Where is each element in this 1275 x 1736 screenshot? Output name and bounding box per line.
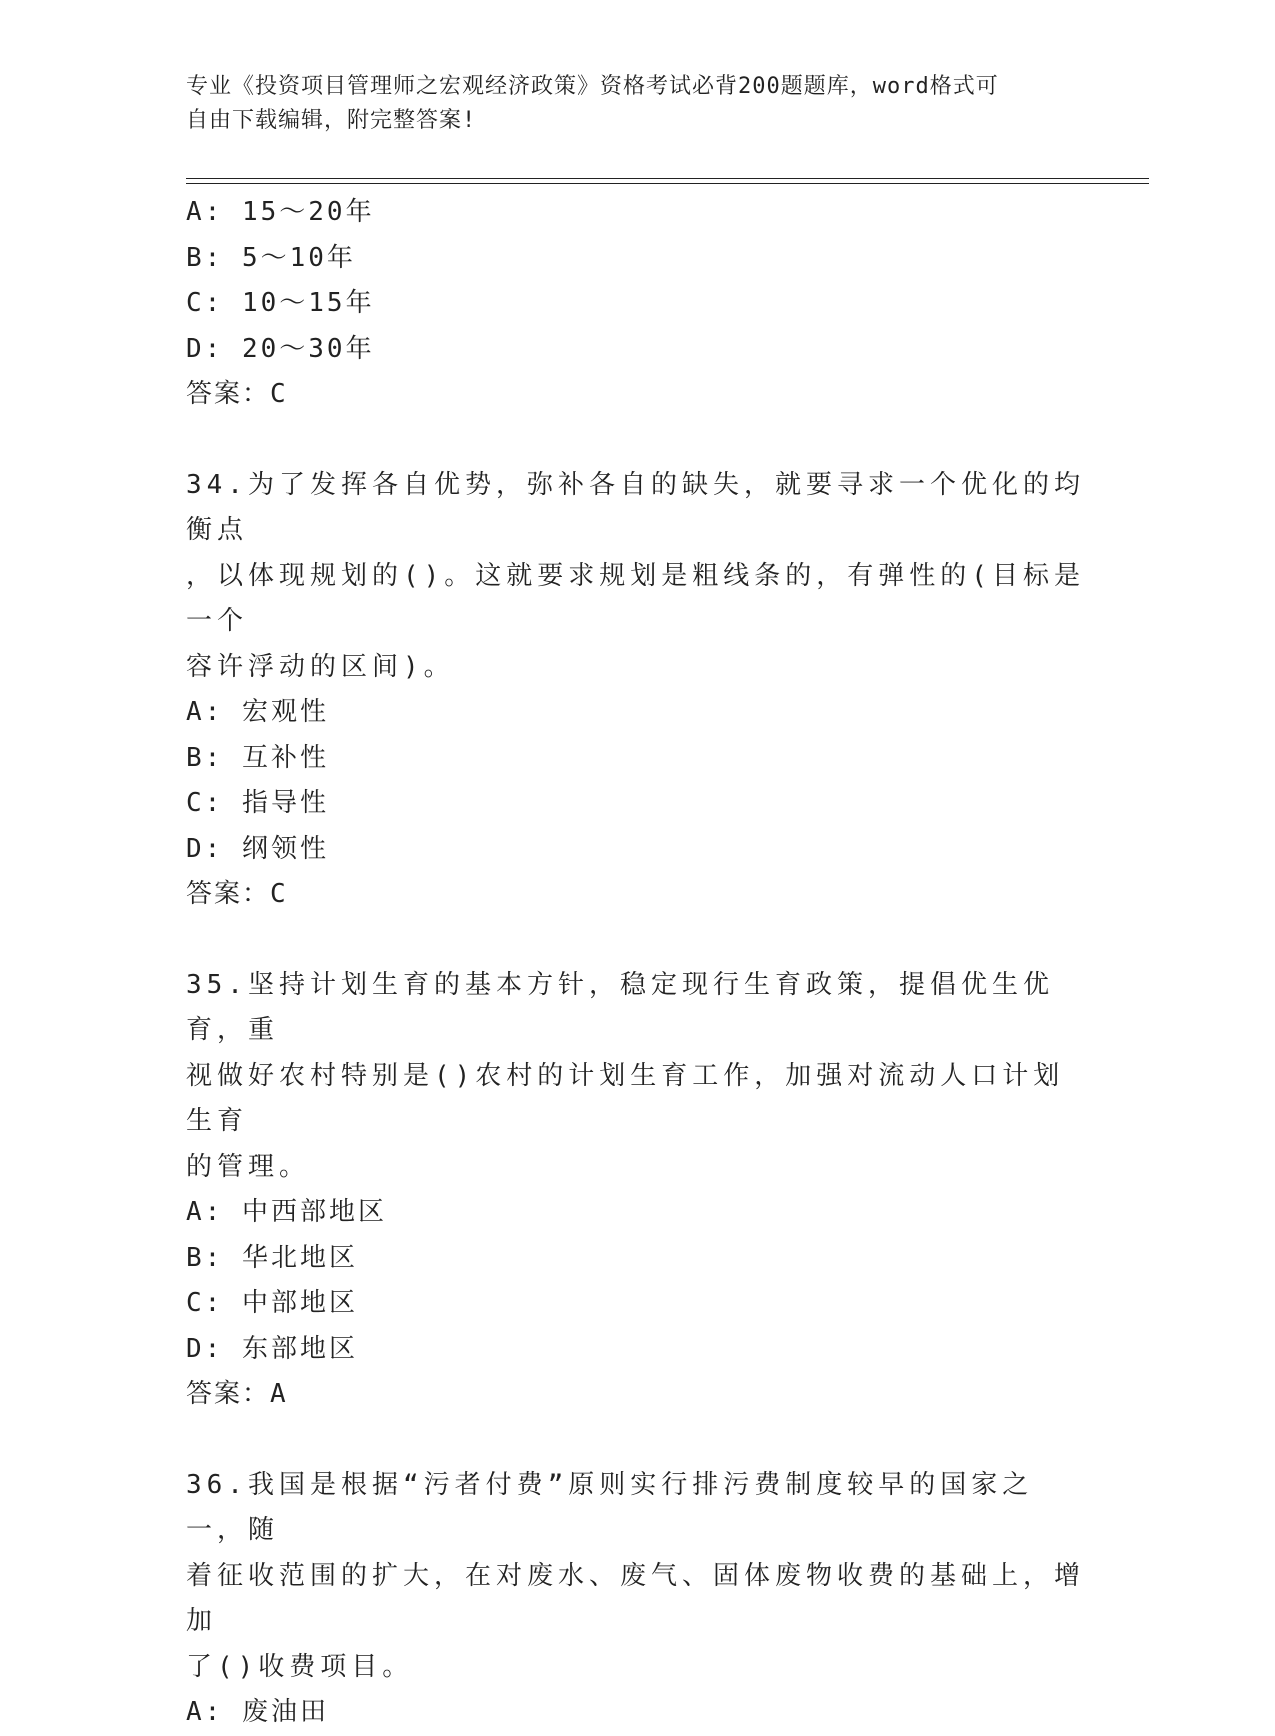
header-divider	[186, 183, 1149, 184]
question-34	[186, 463, 1086, 918]
header-line: 自由下载编辑，附完整答案!	[186, 108, 477, 133]
option-b: B: 华北地区	[186, 1242, 358, 1273]
answer-line: 答案：A	[186, 1379, 288, 1409]
question-36	[186, 1463, 1086, 1736]
option-a: A: 宏观性	[186, 697, 329, 727]
question-text-line: 容许浮动的区间)。	[186, 651, 455, 682]
option-b: B: 5～10年	[186, 242, 356, 273]
question-text-line: 36.我国是根据“污者付费”原则实行排污费制度较早的国家之一，随	[186, 1469, 1034, 1545]
option-a: A: 中西部地区	[186, 1197, 387, 1227]
question-text-line: 了()收费项目。	[186, 1651, 414, 1682]
option-d: D: 纲领性	[186, 833, 329, 864]
option-c: C: 指导性	[186, 788, 329, 818]
option-a: A: 废油田	[186, 1697, 329, 1727]
question-text-line: ，以体现规划的()。这就要求规划是粗线条的，有弹性的(目标是一个	[186, 560, 1085, 636]
header-divider	[186, 178, 1149, 179]
option-a: A: 15～20年	[186, 197, 375, 227]
option-c: C: 10～15年	[186, 288, 375, 318]
option-b: B: 互补性	[186, 742, 329, 773]
document-header	[186, 70, 1066, 138]
answer-line: 答案：C	[186, 879, 288, 909]
question-text-line: 着征收范围的扩大，在对废水、废气、固体废物收费的基础上，增加	[186, 1560, 1086, 1636]
option-d: D: 东部地区	[186, 1333, 358, 1364]
header-line: 专业《投资项目管理师之宏观经济政策》资格考试必背200题题库，word格式可	[186, 74, 999, 99]
option-d: D: 20～30年	[186, 333, 375, 364]
question-text-line: 视做好农村特别是()农村的计划生育工作，加强对流动人口计划生育	[186, 1060, 1065, 1136]
question-text-line: 34.为了发挥各自优势，弥补各自的缺失，就要寻求一个优化的均衡点	[186, 469, 1085, 545]
question-text-line: 的管理。	[186, 1151, 311, 1182]
question-list	[186, 190, 1086, 1736]
answer-line: 答案：C	[186, 379, 288, 409]
question-35	[186, 963, 1086, 1418]
question-text-line: 35.坚持计划生育的基本方针，稳定现行生育政策，提倡优生优育，重	[186, 969, 1054, 1045]
option-c: C: 中部地区	[186, 1288, 358, 1318]
question-33	[186, 190, 1086, 418]
